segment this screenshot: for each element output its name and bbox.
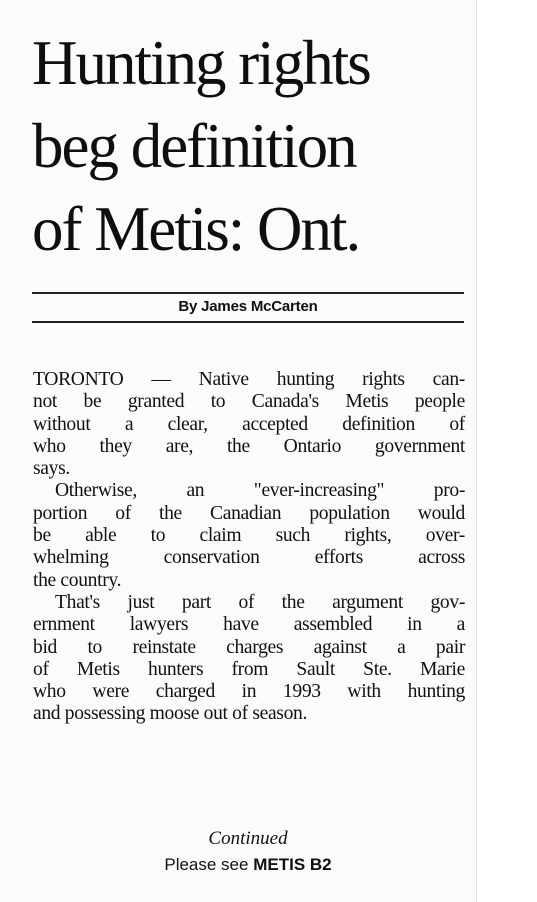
jump-reference: METIS B2 (253, 855, 332, 874)
paragraph-3 (33, 592, 465, 726)
text-line: portion of the Canadian population would (33, 502, 465, 524)
text-line: not be granted to Canada's Metis people (33, 391, 465, 413)
text-line: be able to claim such rights, over- (33, 525, 465, 547)
continued-label: Continued (208, 828, 288, 849)
text-line: the country. (33, 569, 122, 591)
text-line: That's just part of the argument gov- (55, 591, 465, 613)
headline-line-3: of Metis: Ont. (32, 194, 360, 264)
jump-prefix: Please see (164, 855, 249, 874)
text-line: who they are, the Ontario government (33, 435, 465, 457)
text-line: says. (33, 458, 70, 480)
text-line: and possessing moose out of season. (33, 703, 308, 725)
text-line: Otherwise, an "ever-increasing" pro- (55, 480, 465, 502)
text-line: bid to reinstate charges against a pair (33, 636, 465, 658)
byline (32, 297, 464, 317)
paragraph-2 (33, 480, 465, 591)
byline-text: By James McCarten (170, 298, 325, 315)
text-line: without a clear, accepted definition of (33, 413, 465, 435)
page-margin (476, 0, 537, 902)
headline-line-1: Hunting rights (32, 28, 370, 98)
jump-line (32, 854, 464, 876)
article-body (33, 369, 465, 726)
text-line: TORONTO — Native hunting rights can- (33, 369, 465, 390)
text-line: who were charged in 1993 with hunting (33, 681, 465, 703)
headline (32, 22, 472, 271)
headline-line-2: beg definition (32, 111, 356, 181)
text-line: ernment lawyers have assembled in a (33, 614, 465, 636)
text-line: whelming conservation efforts across (33, 547, 465, 569)
byline-rule-bottom (32, 321, 464, 323)
paragraph-1 (33, 369, 465, 480)
text-line: of Metis hunters from Sault Ste. Marie (33, 658, 465, 680)
byline-rule-top (32, 292, 464, 294)
